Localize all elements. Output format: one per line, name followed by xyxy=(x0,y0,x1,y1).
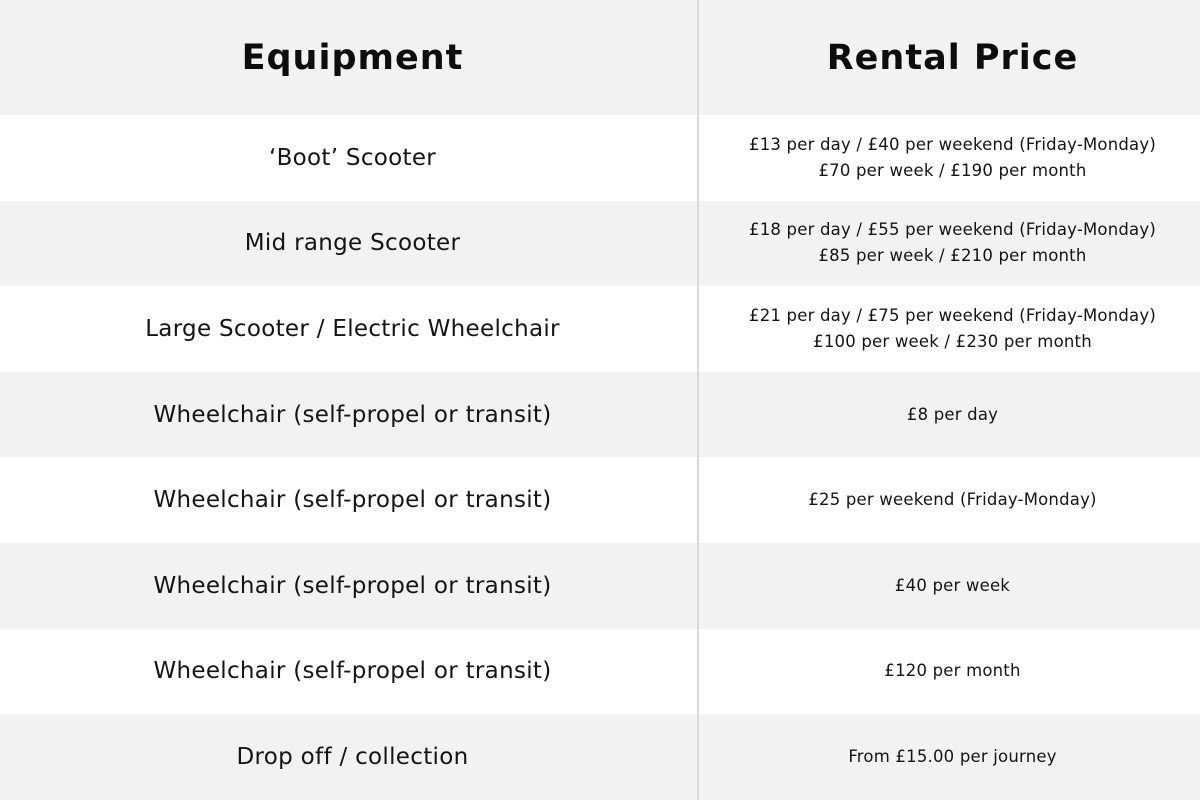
price-text xyxy=(907,402,998,428)
price-cell xyxy=(705,629,1200,715)
price-text xyxy=(749,303,1156,355)
equipment-name: Large Scooter / Electric Wheelchair xyxy=(145,315,560,342)
price-text xyxy=(884,658,1020,684)
column-divider xyxy=(697,0,699,800)
price-line: £21 per day / £75 per weekend (Friday-Monday) xyxy=(749,305,1156,325)
equipment-name: Wheelchair (self-propel or transit) xyxy=(153,401,552,428)
header-rental-price-label: Rental Price xyxy=(826,37,1079,78)
equipment-cell xyxy=(0,201,705,287)
price-line: £8 per day xyxy=(906,404,999,424)
price-text xyxy=(749,132,1156,184)
header-equipment-label: Equipment xyxy=(241,37,464,78)
price-text xyxy=(749,217,1156,269)
table-row xyxy=(0,457,1200,543)
price-line: £70 per week / £190 per month xyxy=(818,160,1087,180)
equipment-cell xyxy=(0,457,705,543)
price-line: From £15.00 per journey xyxy=(848,746,1057,766)
price-line: £40 per week xyxy=(894,575,1011,595)
price-line: £18 per day / £55 per weekend (Friday-Monday) xyxy=(749,220,1156,240)
table-header-row xyxy=(0,0,1200,115)
price-line: £85 per week / £210 per month xyxy=(818,246,1087,266)
equipment-cell xyxy=(0,543,705,629)
table-row xyxy=(0,286,1200,372)
table-row xyxy=(0,372,1200,458)
equipment-cell xyxy=(0,714,705,800)
price-line: £13 per day / £40 per weekend (Friday-Monday) xyxy=(749,134,1156,154)
table-row xyxy=(0,714,1200,800)
header-cell-rental-price xyxy=(705,0,1200,115)
price-cell xyxy=(705,372,1200,458)
price-line: £100 per week / £230 per month xyxy=(813,331,1092,351)
price-text xyxy=(895,573,1010,599)
price-line: £25 per weekend (Friday-Monday) xyxy=(808,490,1097,510)
equipment-name: Wheelchair (self-propel or transit) xyxy=(153,658,552,685)
equipment-name: Mid range Scooter xyxy=(244,230,461,257)
table-row xyxy=(0,201,1200,287)
price-cell xyxy=(705,543,1200,629)
price-cell xyxy=(705,457,1200,543)
price-cell xyxy=(705,201,1200,287)
price-cell xyxy=(705,714,1200,800)
equipment-cell xyxy=(0,372,705,458)
header-cell-equipment xyxy=(0,0,705,115)
equipment-name: ‘Boot’ Scooter xyxy=(268,144,437,171)
price-cell xyxy=(705,115,1200,201)
price-text xyxy=(808,487,1096,513)
table-row xyxy=(0,629,1200,715)
table-row xyxy=(0,115,1200,201)
price-cell xyxy=(705,286,1200,372)
equipment-cell xyxy=(0,115,705,201)
table-row xyxy=(0,543,1200,629)
equipment-name: Wheelchair (self-propel or transit) xyxy=(153,487,552,514)
equipment-name: Drop off / collection xyxy=(236,743,469,770)
price-line: £120 per month xyxy=(884,661,1021,681)
equipment-cell xyxy=(0,286,705,372)
price-text xyxy=(848,744,1056,770)
equipment-cell xyxy=(0,629,705,715)
equipment-name: Wheelchair (self-propel or transit) xyxy=(153,572,552,599)
